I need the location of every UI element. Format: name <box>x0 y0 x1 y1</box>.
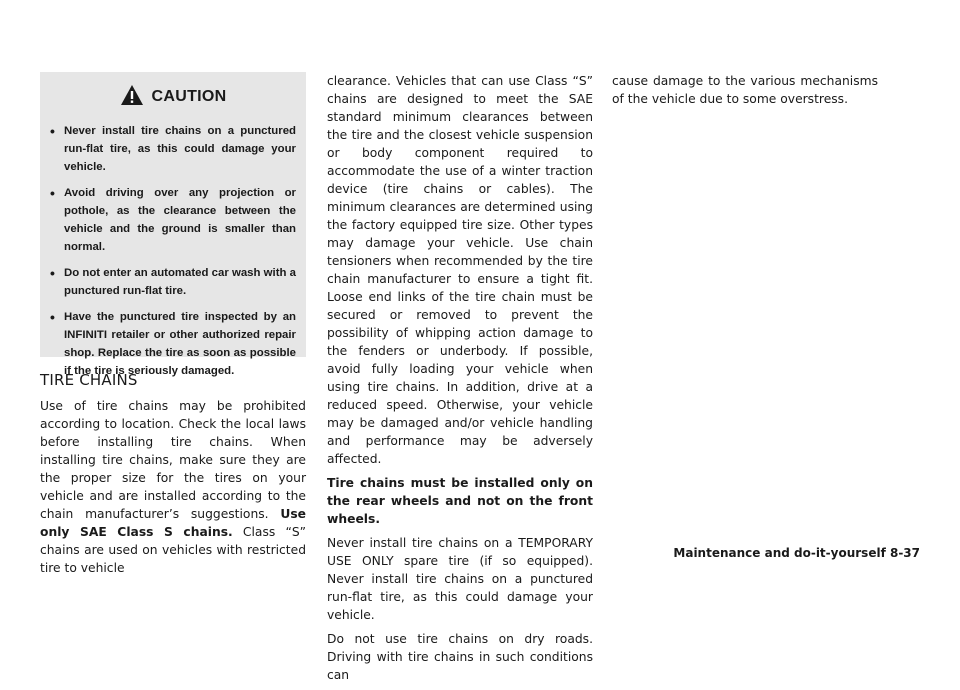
paragraph-text: Do not use tire chains on dry roads. Driving with tire chains in such conditions can <box>327 632 593 682</box>
caution-title: CAUTION <box>151 88 227 105</box>
paragraph-text-cont: cause damage to the various mechanisms of the vehicle due to some overstress. <box>612 74 878 106</box>
middle-column <box>327 72 593 690</box>
bold-paragraph: Tire chains must be installed only on the rear wheels and not on the front wheels. <box>327 476 593 526</box>
bullet-icon: • <box>50 123 55 139</box>
body-paragraph <box>327 630 593 684</box>
caution-list <box>50 122 296 380</box>
caution-item <box>50 308 296 380</box>
body-paragraph-cont <box>612 72 878 108</box>
body-paragraph-cont <box>327 72 593 468</box>
body-paragraph <box>40 397 306 577</box>
caution-item-text: Do not enter an automated car wash with a punctured run-flat tire. <box>64 267 296 297</box>
caution-item <box>50 122 296 176</box>
caution-header <box>50 84 296 110</box>
warning-triangle-icon <box>120 84 144 110</box>
right-column <box>612 72 878 114</box>
caution-item <box>50 264 296 300</box>
bullet-icon: • <box>50 185 55 201</box>
paragraph-bold-text: Use only SAE Class S chains. <box>40 507 306 539</box>
paragraph-text: Use of tire chains may be prohibited according to location. Check the local laws before installing tire chains. When installing tire chains, make sure they are the proper size for the tires on your vehicle and are installed according to the chain manufacturer’s suggestions. <box>40 399 306 521</box>
bullet-icon: • <box>50 265 55 281</box>
paragraph-text-cont-a: Class “S” chains are used on vehicles with restricted tire to vehicle <box>40 525 306 575</box>
section-title: TIRE CHAINS <box>40 371 138 389</box>
body-paragraph: Never install tire chains on a TEMPORARY USE ONLY spare tire (if so equipped). Never install tire chains on a punctured run-flat tire, as this could damage your vehicle. <box>327 536 593 622</box>
left-column <box>40 72 306 583</box>
caution-item-text: Have the punctured tire inspected by an INFINITI retailer or other authorized repair shop. Replace the tire as soon as possible if the tire is seriously damaged. <box>64 311 296 377</box>
bullet-icon: • <box>50 309 55 325</box>
page-footer: Maintenance and do-it-yourself 8-37 <box>673 546 920 560</box>
caution-box <box>40 72 306 377</box>
caution-item-text: Avoid driving over any projection or pothole, as the clearance between the vehicle and the ground is smaller than normal. <box>64 187 296 253</box>
caution-item-text: Never install tire chains on a punctured run-flat tire, as this could damage your vehicle. <box>64 125 296 173</box>
caution-item <box>50 184 296 256</box>
paragraph-text-cont-b: clearance. Vehicles that can use Class “S” chains are designed to meet the SAE standard minimum clearances between the tire and the closest vehicle suspension or body component required to accommodate the use of a winter traction device (tire chains or cables). The minimum clearances are determined using the factory equipped tire size. Other types may damage your vehicle. Use chain tensioners when recommended by the tire chain manufacturer to ensure a tight fit. Loose end links of the tire chain must be secured or removed to prevent the possibility of whipping action damage to the fenders or underbody. If possible, avoid fully loading your vehicle when using tire chains. In addition, drive at a reduced speed. Otherwise, your vehicle may be damaged and/or vehicle handling and performance may be adversely affected. <box>327 74 593 466</box>
